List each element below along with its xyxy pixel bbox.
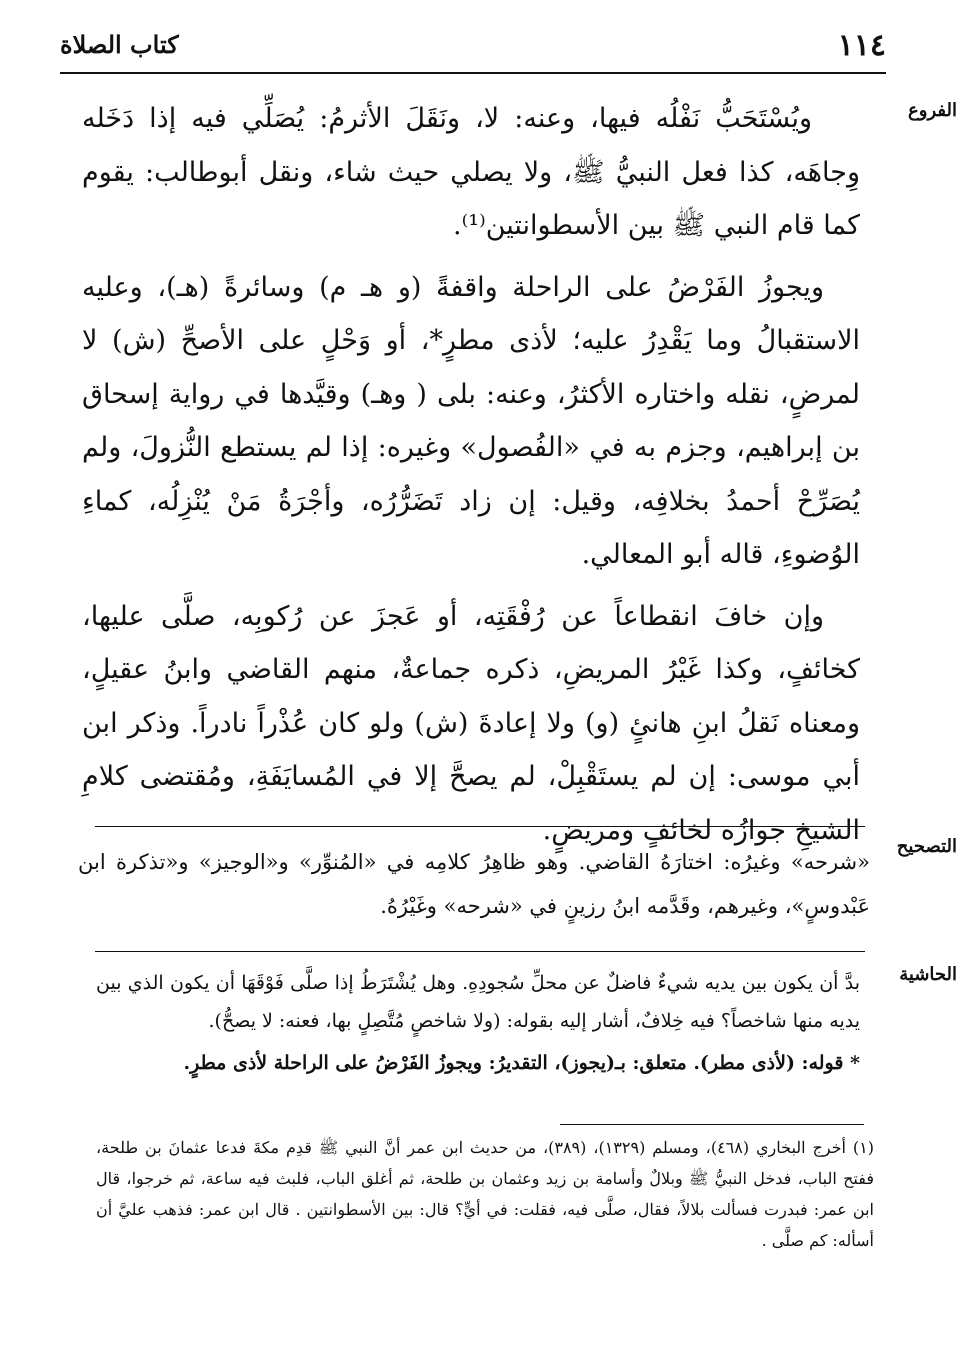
divider-rule [95,951,865,952]
hashiya-text [96,964,860,1082]
hashiya-paragraph: بدَّ أن يكون بين يديه شيءٌ فاضلٌ عن محلِّ سُجودِهِ. وهل يُشْتَرَطُ إذا صلَّى فَوْقَهَا أن يكون الذي بين يديه منها شاخصاً؟ فيه خِلافٌ، أشار إليه بقوله: (ولا شاخصٍ مُتَّصِلٍ بها، فعنه: لا يصحُّ). [96,972,860,1032]
section-label-hashiya: الحاشية [899,964,957,985]
main-paragraph: ويجوزُ الفَرْضُ على الراحلة واقفةً (و هـ م) وسائرةً (هـ)، وعليه الاستقبالُ وما يَقْدِرُ عليه؛ لأذى مطرٍ*، أو وَحْلٍ على الأصحِّ (ش) لا لمرضٍ، نقله واختاره الأكثرُ، وعنه: بلى ( وهـ) وقيَّدها في رواية إسحاق بن إبراهيم، وجزم به في «الفُصول» وغيره: إذا لم يستطع النُّزولَ، ولم يُصَرِّحْ أحمدُ بخلافِه، وقيل: إن زاد تَضَرُّرُه، وأجْرَةُ مَنْ يُنْزِلُه، كماءِ الوُضوءِ، قاله أبو المعالي. [82,271,860,570]
page-number: ١١٤ [837,28,886,63]
tashih-text [78,840,870,928]
header-rule [60,72,886,74]
hashiya-note: * قوله: (لأذى مطر). متعلق: بـ(يجوز)، التقديرُ: ويجوزُ الفَرْضُ على الراحلة لأذى مطرٍ. [183,1052,860,1074]
section-label-furu: الفروع [908,100,957,121]
section-label-tashih: التصحيح [896,836,957,857]
page-header [60,28,886,68]
footnote [96,1132,874,1256]
divider-rule [95,826,865,827]
footnote-rule [560,1124,864,1125]
footnote-text: (١) أخرج البخاري (٤٦٨)، ومسلم (١٣٢٩)، (٣٨٩)، من حديث ابن عمر أنَّ النبي ﷺ قدِم مكةَ فدعا عثمانَ بن طلحة، ففتح الباب، فدخل النبيُّ ﷺ وبلالٌ وأسامة بن زيد وعثمان بن طلحة، ثم أغلق الباب، فلبث فيه ساعة، ثم خرجوا، قال ابن عمر: فبدرت فسألت بلالاً، فقال، صلَّى فيه، فقلت: في أيٍّ؟ قال: بين الأسطوانتين . قال ابن عمر: فذهب عليَّ أن أسأله: كم صلَّى . [96,1138,875,1250]
main-text [82,92,860,865]
running-title: كتاب الصلاة [60,30,179,59]
main-paragraph: وإن خافَ انقطاعاً عن رُفْقَتِه، أو عَجزَ عن رُكوبِه، صلَّى عليها، كخائفٍ، وكذا غَيْرُ المريضِ، ذكره جماعةٌ، منهم القاضي وابنُ عقيلٍ، ومعناه نَقلُ ابنِ هانئٍ (و) ولا إعادةَ (ش) ولو كان عُذْراً نادراً. وذكر ابن أبي موسى: إن لم يستَقْبِلْ، لم يصحَّ إلا في المُسايَفَةِ، ومُقتضى كلامِ الشيخِ جوازُه لخائفٍ ومريضٍ. [82,600,860,846]
main-paragraph: ويُسْتَحَبُّ نَفْلُه فيها، وعنه: لا، ونَقَلَ الأثرمُ: يُصَلِّي فيه إذا دَخَله وِجاهَه، كذا فعل النبيُّ ﷺ، ولا يصلي حيث شاء، ونقل أبوطالب: يقوم كما قام النبي ﷺ بين الأسطوانتين⁽¹⁾. [82,103,860,241]
tashih-paragraph: «شرحه» وغيرُه: اختارَهُ القاضي. وهو ظاهِرُ كلامِه في «المُنوِّر» و«الوجيز» و«تذكرة ابن عَبْدوسٍ»، وغيرهم، وقَدَّمه ابنُ رزينٍ في «شرحه» وغَيْرُهُ. [78,850,870,918]
